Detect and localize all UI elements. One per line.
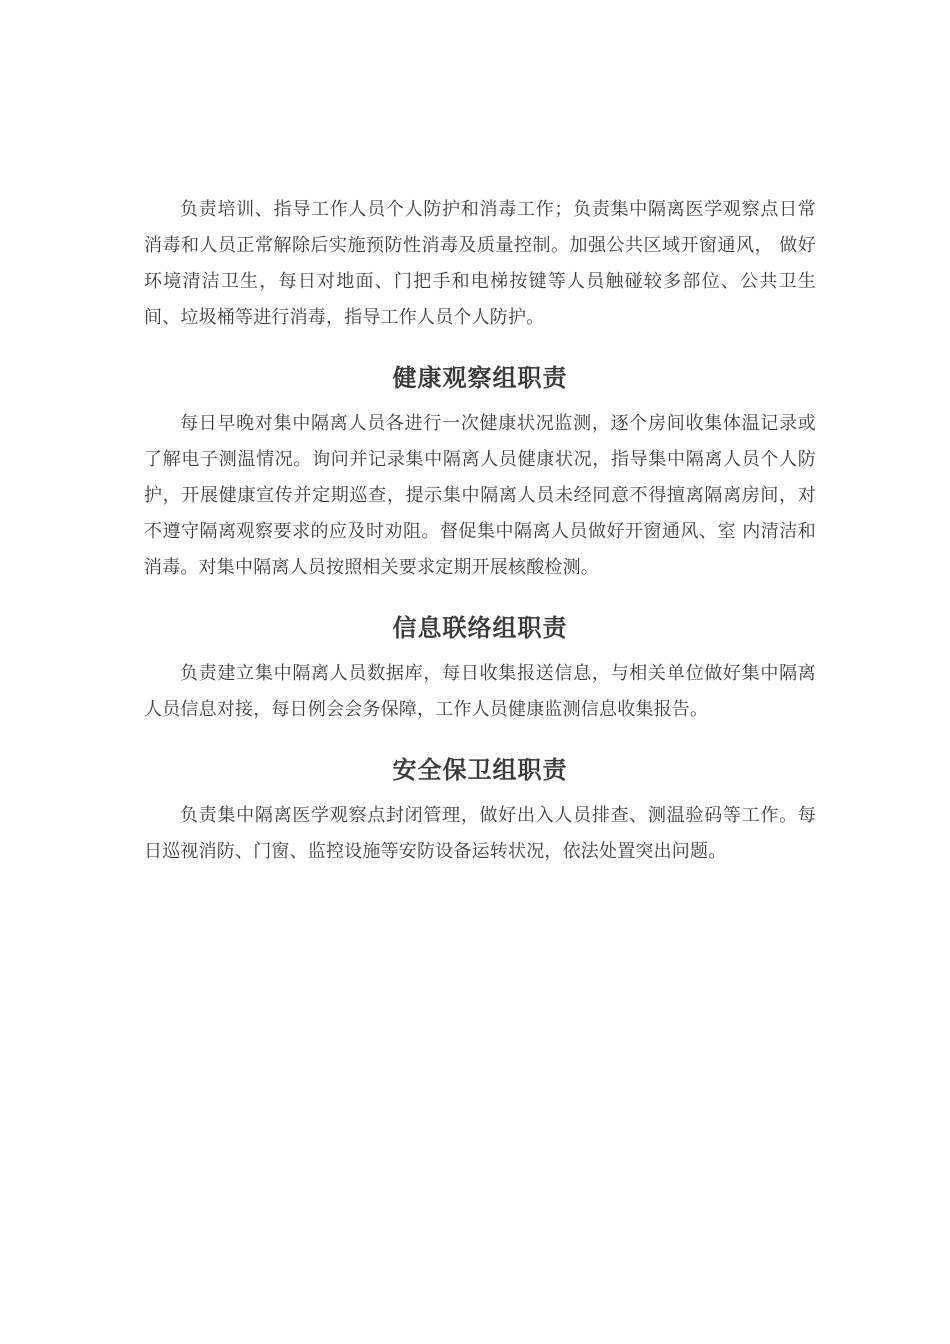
intro-paragraph: 负责培训、指导工作人员个人防护和消毒工作；负责集中隔离医学观察点日常消毒和人员正常解除后实施预防性消毒及质量控制。加强公共区域开窗通风， 做好环境清洁卫生，每日对地面、门把手和电梯按键等人员触碰较多部位、公共卫生间、垃圾桶等进行消毒，指导工作人员个人防护。 [144,199,816,328]
section-title-health-observation: 健康观察组职责 [392,364,568,392]
section-body-information-liaison: 负责建立集中隔离人员数据库，每日收集报送信息，与相关单位做好集中隔离人员信息对接，每日例会会务保障，工作人员健康监测信息收集报告。 [144,663,816,720]
section-title-information-liaison: 信息联络组职责 [392,614,568,642]
section-title-security: 安全保卫组职责 [392,756,568,784]
section-body-security: 负责集中隔离医学观察点封闭管理，做好出入人员排查、测温验码等工作。每日巡视消防、门窗、监控设施等安防设备运转状况，依法处置突出问题。 [144,805,816,862]
document-body [144,192,816,870]
section-body-health-observation: 每日早晚对集中隔离人员各进行一次健康状况监测，逐个房间收集体温记录或了解电子测温情况。询问并记录集中隔离人员健康状况，指导集中隔离人员个人防护，开展健康宣传并定期巡查，提示集中隔离人员未经同意不得擅离隔离房间，对不遵守隔离观察要求的应及时劝阻。督促集中隔离人员做好开窗通风、室 内清洁和消毒。对集中隔离人员按照相关要求定期开展核酸检测。 [144,413,816,578]
